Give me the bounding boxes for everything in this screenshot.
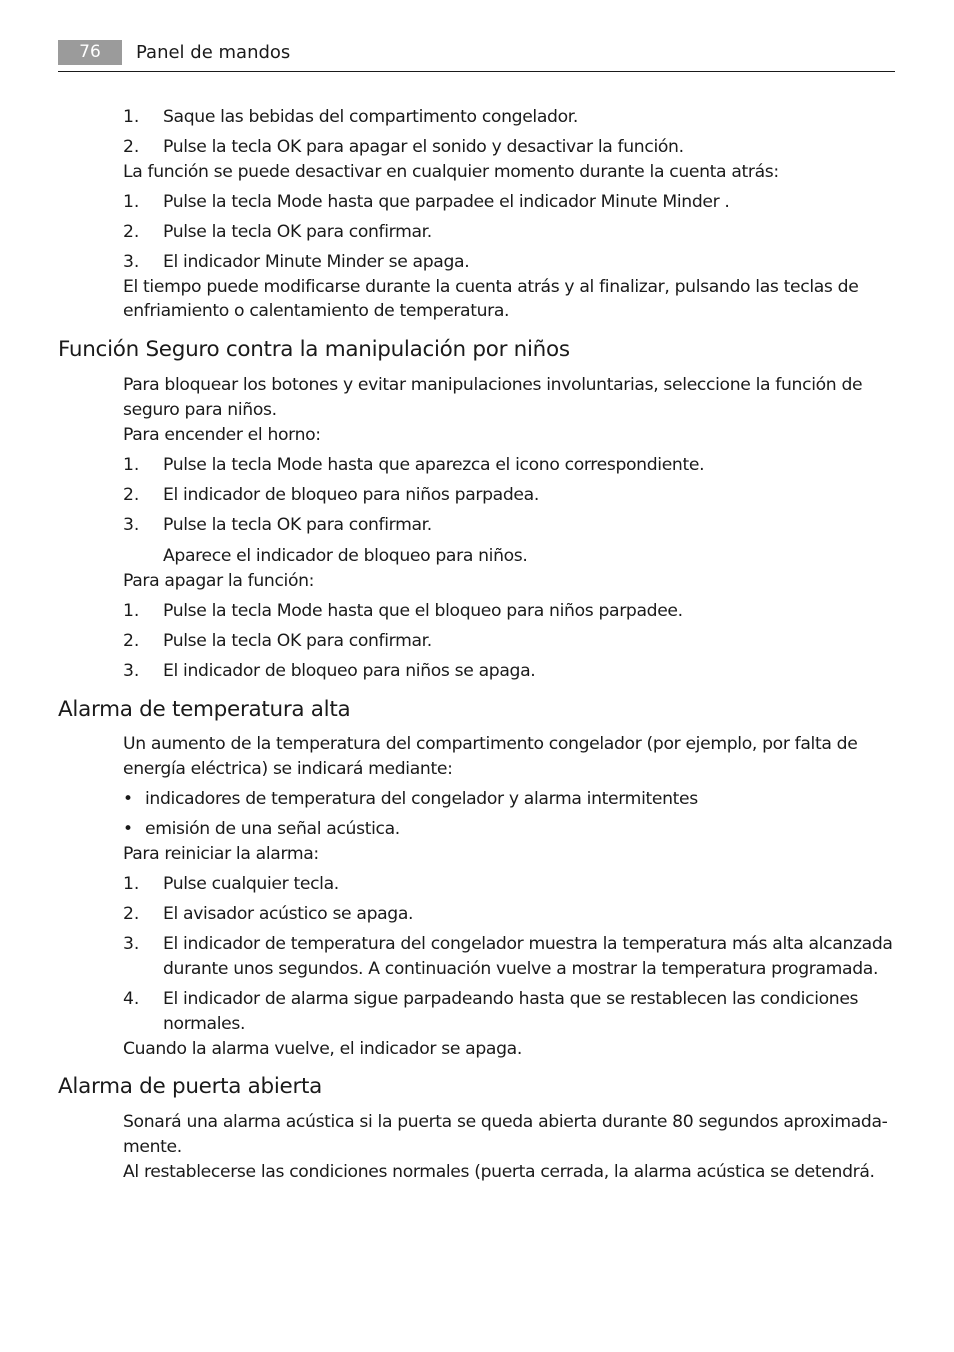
paragraph: Para reiniciar la alarma: — [123, 844, 319, 864]
paragraph: seguro para niños. — [123, 400, 277, 420]
list-number: 4. — [123, 989, 140, 1009]
paragraph: mente. — [123, 1137, 182, 1157]
list-number: 1. — [123, 455, 140, 475]
list-item: El avisador acústico se apaga. — [163, 904, 414, 924]
list-item: El indicador de bloqueo para niños se apaga. — [163, 661, 536, 681]
paragraph: Aparece el indicador de bloqueo para niños. — [163, 546, 528, 566]
paragraph: El tiempo puede modificarse durante la cuenta atrás y al finalizar, pulsando las teclas de — [123, 277, 859, 297]
list-number: 1. — [123, 107, 140, 127]
list-item: El indicador Minute Minder se apaga. — [163, 252, 470, 272]
section-label: Panel de mandos — [136, 42, 291, 63]
list-item: Pulse la tecla Mode hasta que el bloqueo para niños parpadee. — [163, 601, 683, 621]
list-number: 1. — [123, 874, 140, 894]
paragraph: Cuando la alarma vuelve, el indicador se apaga. — [123, 1039, 522, 1059]
section-heading: Función Seguro contra la manipulación por niños — [58, 337, 570, 362]
paragraph: La función se puede desactivar en cualquier momento durante la cuenta atrás: — [123, 162, 779, 182]
list-number: 2. — [123, 137, 140, 157]
paragraph: Un aumento de la temperatura del compartimento congelador (por ejemplo, por falta de — [123, 734, 858, 754]
list-number: 2. — [123, 631, 140, 651]
list-number: 2. — [123, 904, 140, 924]
list-item: Saque las bebidas del compartimento congelador. — [163, 107, 578, 127]
bullet-icon: • — [123, 789, 134, 809]
paragraph: enfriamiento o calentamiento de temperatura. — [123, 301, 510, 321]
list-item: Pulse la tecla OK para confirmar. — [163, 222, 432, 242]
paragraph: Sonará una alarma acústica si la puerta se queda abierta durante 80 segundos aproximada- — [123, 1112, 888, 1132]
section-heading: Alarma de puerta abierta — [58, 1074, 323, 1099]
bullet-item: indicadores de temperatura del congelador y alarma intermitentes — [145, 789, 698, 809]
list-item: Pulse la tecla OK para apagar el sonido y desactivar la función. — [163, 137, 684, 157]
list-item: El indicador de temperatura del congelador muestra la temperatura más alta alcanzada — [163, 934, 893, 954]
list-item: El indicador de alarma sigue parpadeando hasta que se restablecen las condiciones — [163, 989, 859, 1009]
list-item: Pulse cualquier tecla. — [163, 874, 339, 894]
bullet-item: emisión de una señal acústica. — [145, 819, 400, 839]
bullet-icon: • — [123, 819, 134, 839]
list-number: 1. — [123, 601, 140, 621]
paragraph: Al restablecerse las condiciones normales (puerta cerrada, la alarma acústica se detendrá. — [123, 1162, 875, 1182]
section-heading: Alarma de temperatura alta — [58, 697, 351, 722]
paragraph: Para apagar la función: — [123, 571, 315, 591]
list-item: Pulse la tecla OK para confirmar. — [163, 631, 432, 651]
paragraph: Para bloquear los botones y evitar manipulaciones involuntarias, seleccione la función de — [123, 375, 863, 395]
paragraph: Para encender el horno: — [123, 425, 321, 445]
list-number: 2. — [123, 485, 140, 505]
list-number: 3. — [123, 515, 140, 535]
list-item: El indicador de bloqueo para niños parpadea. — [163, 485, 539, 505]
list-item: Pulse la tecla OK para confirmar. — [163, 515, 432, 535]
list-number: 3. — [123, 934, 140, 954]
list-number: 2. — [123, 222, 140, 242]
list-item-continuation: durante unos segundos. A continuación vuelve a mostrar la temperatura programada. — [163, 959, 879, 979]
list-number: 3. — [123, 252, 140, 272]
list-number: 3. — [123, 661, 140, 681]
list-item-continuation: normales. — [163, 1014, 246, 1034]
list-item: Pulse la tecla Mode hasta que aparezca el icono correspondiente. — [163, 455, 705, 475]
page-number: 76 — [58, 40, 122, 65]
paragraph: energía eléctrica) se indicará mediante: — [123, 759, 453, 779]
list-item: Pulse la tecla Mode hasta que parpadee el indicador Minute Minder . — [163, 192, 730, 212]
page-header — [58, 40, 895, 72]
list-number: 1. — [123, 192, 140, 212]
